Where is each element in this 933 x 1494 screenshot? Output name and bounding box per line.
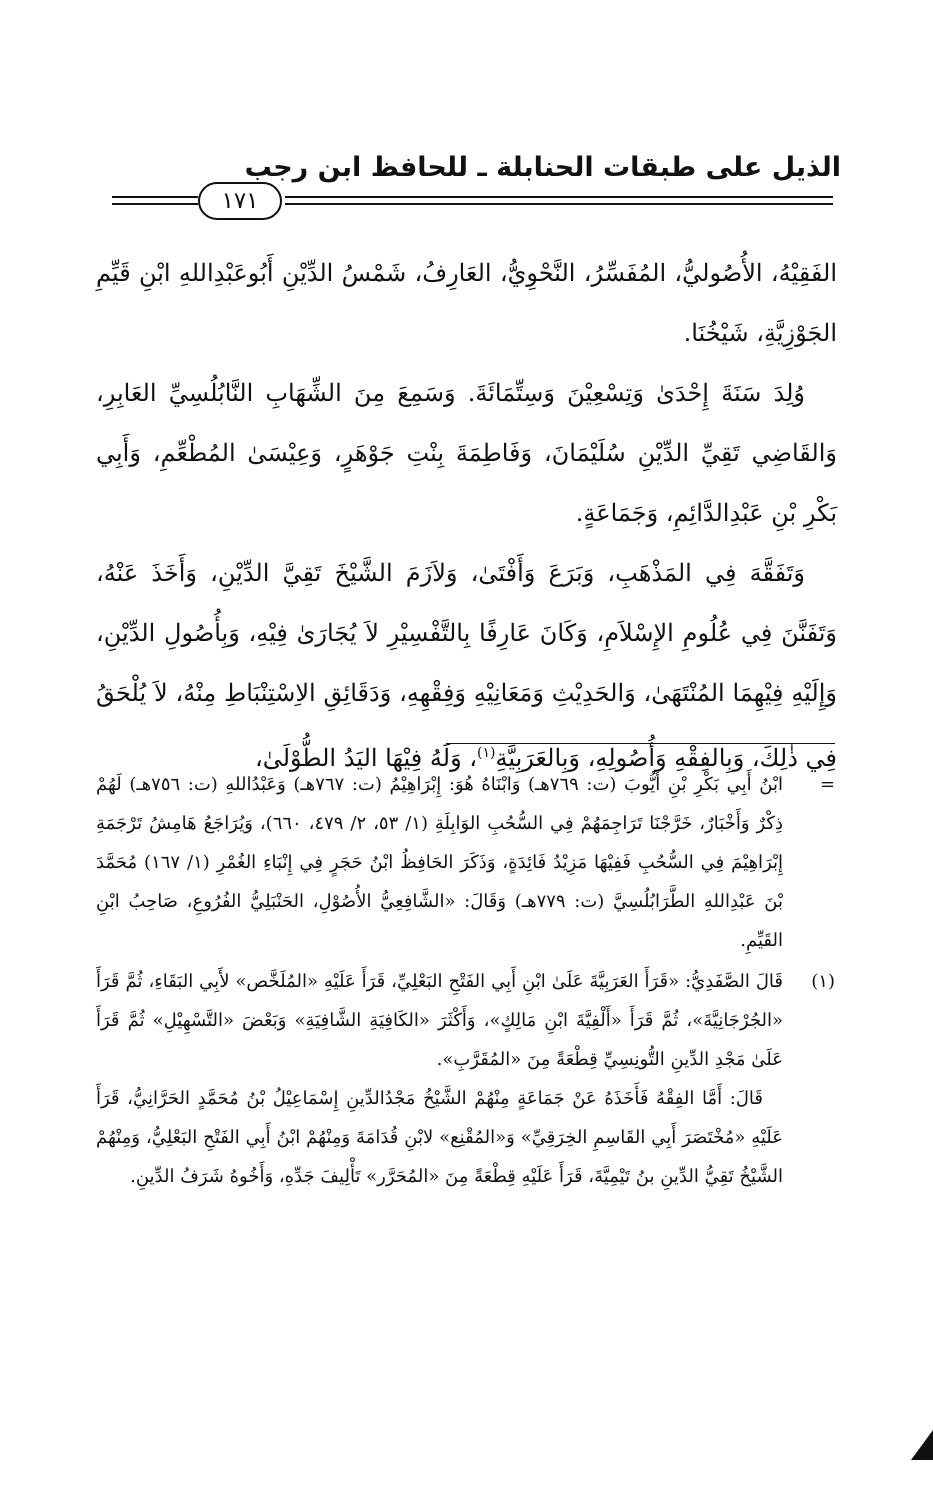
paragraph-text: ، وَلَهُ فِيْهَا اليَدُ الطُّوْلَىٰ، bbox=[254, 744, 478, 772]
paragraph: الفَقِيْهُ، الأُصُوليُّ، المُفَسِّرُ، النَّحْوِيُّ، العَارِفُ، شَمْسُ الدِّيْنِ أَبُوعَبْدِاللهِ ابْنِ قَيِّمِ الجَوْزِيَّةِ، شَيْخُنَا. bbox=[96, 259, 837, 347]
header-rule bbox=[285, 203, 833, 205]
main-text bbox=[96, 243, 837, 788]
footnote-divider bbox=[446, 743, 835, 744]
paragraph-text: وَتَفَقَّهَ فِي المَذْهَبِ، وَبَرَعَ وَأَفْتَىٰ، وَلاَزَمَ الشَّيْخَ تَقِيَّ الدِّيْنِ، وَأَخَذَ عَنْهُ، وَتَفَنَّنَ فِي عُلُومِ الإِسْلاَمِ، وَكَانَ عَارِفًا بِالتَّفْسِيْرِ لاَ يُجَارَىٰ فِيْهِ، وَبِأُصُولِ الدِّيْنِ، وَإِلَيْهِ فِيْهِمَا المُنْتَهَىٰ، وَالحَدِيْثِ وَمَعَانِيْهِ وَفِقْهِهِ، وَدَقَائِقِ الاِسْتِنْبَاطِ مِنْهُ، لاَ يُلْحَقُ فِي ذٰلِكَ، وَبِالفِقْهِ وَأُصُولِهِ، وَبِالعَرَبِيَّةِ bbox=[96, 559, 837, 772]
continuation-marker: = bbox=[819, 774, 835, 795]
footnote-reference[interactable]: (١) bbox=[477, 745, 496, 761]
corner-triangle-mark bbox=[911, 1430, 933, 1460]
header-rule bbox=[285, 196, 833, 198]
footnote-marker: (١) bbox=[811, 971, 835, 992]
footnote-continued bbox=[96, 765, 835, 960]
footnote-text: قَالَ: أَمَّا الفِقْهُ فَأَخَذَهُ عَنْ جَمَاعَةٍ مِنْهُمْ الشَّيْخُ مَجْدُالدِّينِ إِسْمَاعِيْلُ بْنُ مُحَمَّدٍ الحَرَّانِيُّ، قَرَأَ عَلَيْهِ «مُخْتَصَرَ أَبِي القَاسِمِ الخِرَقِيِّ» وَ«المُقْنِع» لابْنِ قُدَامَةَ وَمِنْهُمْ ابْنُ أَبِي الفَتْحِ البَعْلِيُّ، وَمِنْهُمْ الشَّيْخُ تَقِيُّ الدِّينِ بنُ تَيْمِيَّةَ، قَرَأَ عَلَيْهِ قِطْعَةً مِنَ «المُحَرَّر» تَأْلِيفَ جَدِّهِ، وَأَخُوهُ شَرَفُ الدِّينِ. bbox=[96, 1088, 783, 1187]
page-number: ١٧١ bbox=[198, 182, 282, 220]
paragraph bbox=[96, 543, 837, 788]
running-title: الذيل على طبقات الحنابلة ـ للحافظ ابن رجب bbox=[244, 152, 841, 183]
header-rule bbox=[112, 203, 198, 205]
footnote-1 bbox=[96, 962, 835, 1196]
footnote-text: ابْنُ أَبِي بَكْرِ بْنِ أَيُّوبَ (ت: ٧٦٩هـ) وَابْنَاهُ هُوَ: إِبْرَاهِيْمُ (ت: ٧٦٧هـ) وَعَبْدُاللهِ (ت: ٧٥٦هـ) لَهُمْ ذِكْرٌ وَأَخْبَارٌ، خَرَّجْنَا تَرَاجِمَهُمْ فِي السُّحُبِ الوَابِلَةِ (١/ ٥٣، ٢/ ٤٧٩، ٦٦٠)، وَيُرَاجَعُ هَامِشُ تَرْجَمَةِ إِبْرَاهِيْمَ فِي السُّحُبِ فَفِيْهَا مَزِيْدُ فَائِدَةٍ، وَذَكَرَ الحَافِظُ ابْنُ حَجَرٍ فِي إِنْبَاءِ الغُمْرِ (١/ ١٦٧) مُحَمَّدَ بْنَ عَبْدِاللهِ الطَّرَابُلُسِيَّ (ت: ٧٧٩هـ) وَقَالَ: «الشَّافِعِيُّ الأُصُوْلِ، الحَنْبَلِيُّ الفُرُوعِ، صَاحِبُ ابْنِ القَيِّمِ. bbox=[96, 774, 784, 951]
footnote-text: قَالَ الصَّفَدِيُّ: «قَرَأَ العَرَبِيَّةَ عَلَىٰ ابْنِ أَبِي الفَتْحِ البَعْلِيِّ، قَرَأَ عَلَيْهِ «المُلَخَّص» لأَبِي البَقَاءِ، ثُمَّ قَرَأَ «الجُرْجَانِيَّةَ»، ثُمَّ قَرَأَ «أَلْفِيَّةَ ابْنِ مَالِكٍ»، وَأَكْثَرَ «الكَافِيَةِ الشَّافِيَةِ» وَبَعْضَ «التَّسْهِيْلِ» ثُمَّ قَرَأَ عَلَىٰ مَجْدِ الدِّينِ التُّونِسِيِّ قِطْعَةً مِنَ «المُقَرَّبِ». bbox=[96, 971, 783, 1070]
paragraph: وُلِدَ سَنَةَ إِحْدَىٰ وَتِسْعِيْنَ وَسِتِّمَائَةَ. وَسَمِعَ مِنَ الشِّهَابِ النَّابُلُسِيِّ العَابِرِ، وَالقَاضِي تَقِيِّ الدِّيْنِ سُلَيْمَانَ، وَفَاطِمَةَ بِنْتِ جَوْهَرٍ، وَعِيْسَىٰ المُطْعِّمِ، وَأَبِي بَكْرِ بْنِ عَبْدِالدَّائِمِ، وَجَمَاعَةٍ. bbox=[96, 379, 837, 527]
footnotes bbox=[96, 765, 835, 1196]
header-rule bbox=[112, 196, 198, 198]
